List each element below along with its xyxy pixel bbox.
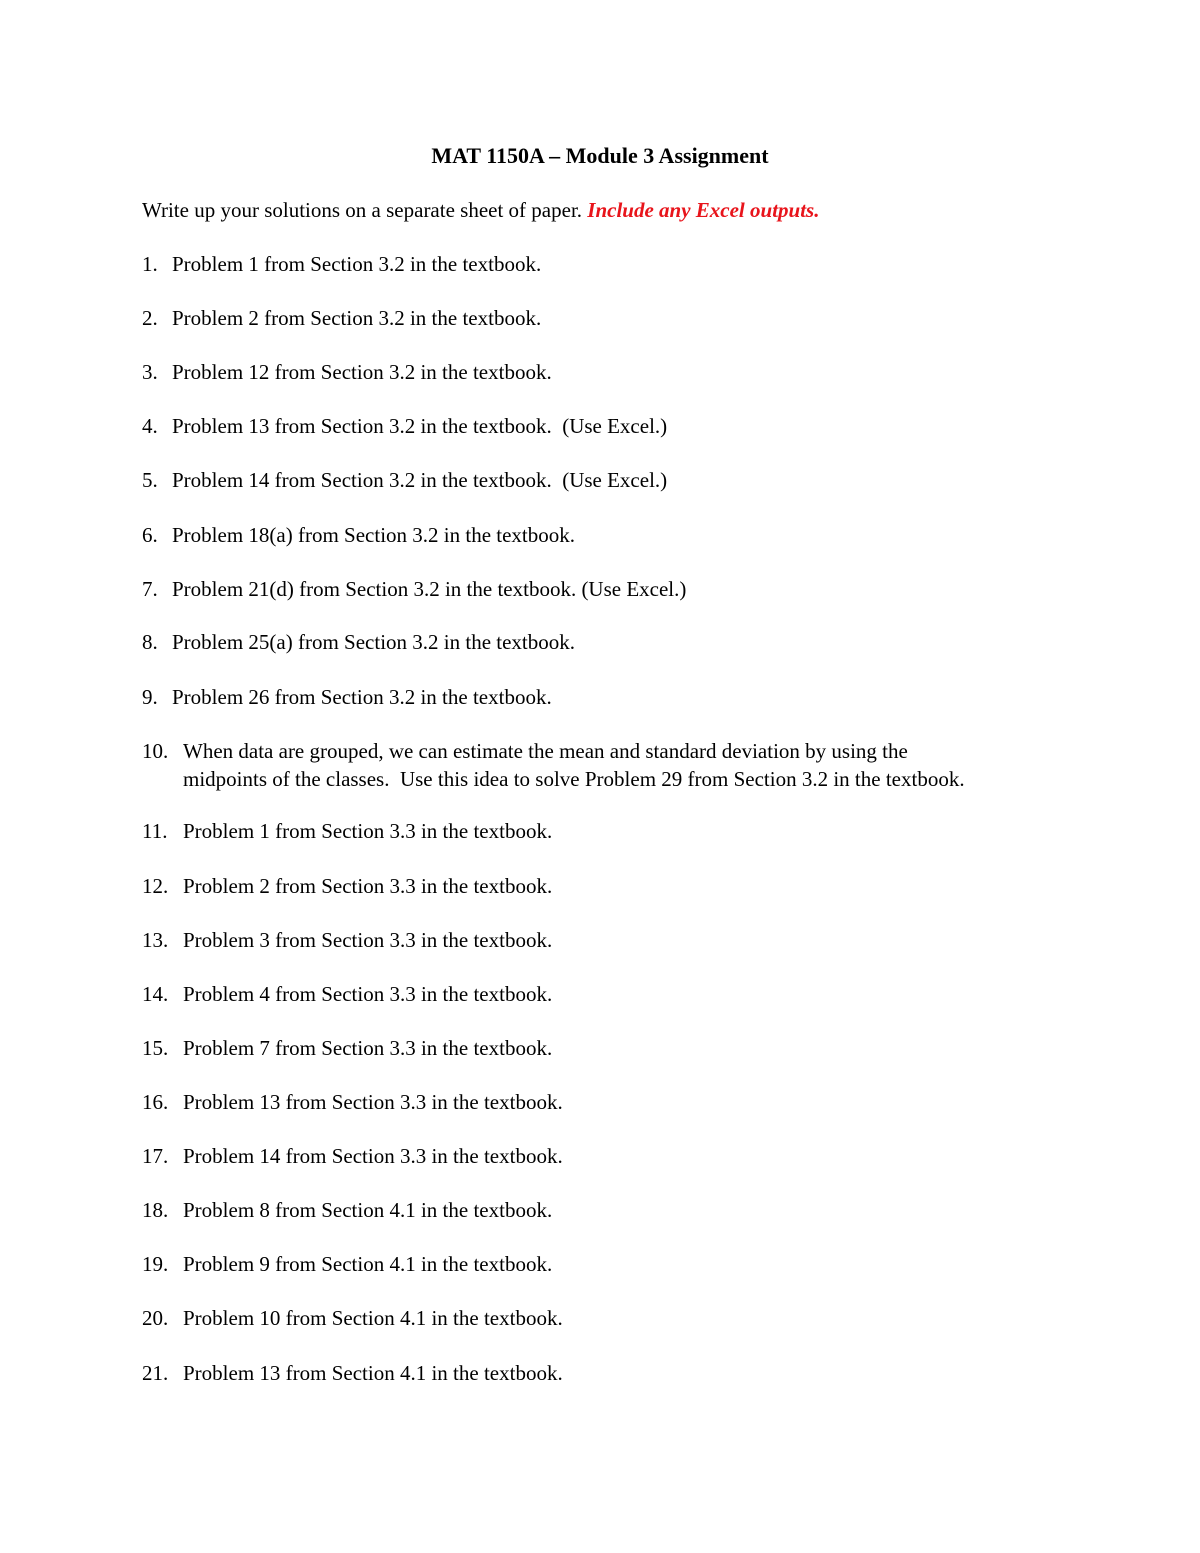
list-item (142, 1304, 563, 1332)
item-text: Problem 2 from Section 3.3 in the textbook. (183, 874, 553, 898)
item-number: 14. (142, 982, 169, 1006)
item-number: 12. (142, 874, 169, 898)
intro-paragraph (142, 196, 819, 224)
item-text: Problem 12 from Section 3.2 in the textbook. (172, 360, 552, 384)
item-number: 13. (142, 928, 169, 952)
item-text: Problem 1 from Section 3.3 in the textbook. (183, 819, 553, 843)
list-item (142, 412, 667, 440)
item-number: 5. (142, 468, 158, 492)
item-text: Problem 3 from Section 3.3 in the textbook. (183, 928, 553, 952)
item-number: 21. (142, 1361, 169, 1385)
list-item (142, 1250, 552, 1278)
list-item (142, 466, 667, 494)
list-item (142, 817, 552, 845)
item-number: 19. (142, 1252, 169, 1276)
list-item (142, 1088, 563, 1116)
item-number: 10. (142, 739, 169, 763)
item-text: When data are grouped, we can estimate the mean and standard deviation by using the (183, 739, 908, 763)
item-text: Problem 14 from Section 3.2 in the textbook. (Use Excel.) (172, 468, 668, 492)
item-number: 11. (142, 819, 168, 843)
list-item (142, 1196, 552, 1224)
item-text: Problem 4 from Section 3.3 in the textbook. (183, 982, 553, 1006)
item-number: 3. (142, 360, 158, 384)
page-title: MAT 1150A – Module 3 Assignment (431, 143, 769, 168)
item-text: Problem 2 from Section 3.2 in the textbook. (172, 306, 542, 330)
list-item (142, 1359, 563, 1387)
item-number: 16. (142, 1090, 169, 1114)
item-text: Problem 25(a) from Section 3.2 in the textbook. (172, 630, 576, 654)
list-item (142, 250, 541, 278)
item-number: 6. (142, 523, 158, 547)
list-item (142, 926, 552, 954)
item-text: Problem 7 from Section 3.3 in the textbook. (183, 1036, 553, 1060)
list-item (142, 358, 552, 386)
list-item (142, 1034, 552, 1062)
item-text: Problem 9 from Section 4.1 in the textbook. (183, 1252, 553, 1276)
item-number: 9. (142, 685, 158, 709)
list-item (142, 628, 575, 656)
item-text: Problem 26 from Section 3.2 in the textbook. (172, 685, 552, 709)
item-number: 8. (142, 630, 158, 654)
item-text: Problem 13 from Section 3.2 in the textbook. (Use Excel.) (172, 414, 668, 438)
list-item (142, 980, 552, 1008)
item-number: 18. (142, 1198, 169, 1222)
item-number: 17. (142, 1144, 169, 1168)
list-item (142, 737, 965, 793)
item-text: Problem 13 from Section 4.1 in the textbook. (183, 1361, 563, 1385)
list-item (142, 1142, 563, 1170)
item-text: Problem 1 from Section 3.2 in the textbook. (172, 252, 542, 276)
list-item (142, 304, 541, 332)
item-number: 2. (142, 306, 158, 330)
item-number: 4. (142, 414, 158, 438)
intro-emphasis: Include any Excel outputs. (587, 198, 820, 222)
item-number: 20. (142, 1306, 169, 1330)
list-item (142, 575, 686, 603)
list-item (142, 521, 575, 549)
list-item (142, 683, 552, 711)
item-text: Problem 13 from Section 3.3 in the textbook. (183, 1090, 563, 1114)
item-number: 1. (142, 252, 158, 276)
item-text-block (183, 737, 965, 793)
item-number: 7. (142, 577, 158, 601)
item-text: Problem 8 from Section 4.1 in the textbook. (183, 1198, 553, 1222)
intro-text: Write up your solutions on a separate sheet of paper. (142, 198, 583, 222)
item-text-continuation: midpoints of the classes. Use this idea to solve Problem 29 from Section 3.2 in the textbook. (183, 767, 965, 791)
item-text: Problem 14 from Section 3.3 in the textbook. (183, 1144, 563, 1168)
item-text: Problem 18(a) from Section 3.2 in the textbook. (172, 523, 576, 547)
item-number: 15. (142, 1036, 169, 1060)
item-text: Problem 10 from Section 4.1 in the textbook. (183, 1306, 563, 1330)
list-item (142, 872, 552, 900)
item-text: Problem 21(d) from Section 3.2 in the textbook. (Use Excel.) (172, 577, 687, 601)
